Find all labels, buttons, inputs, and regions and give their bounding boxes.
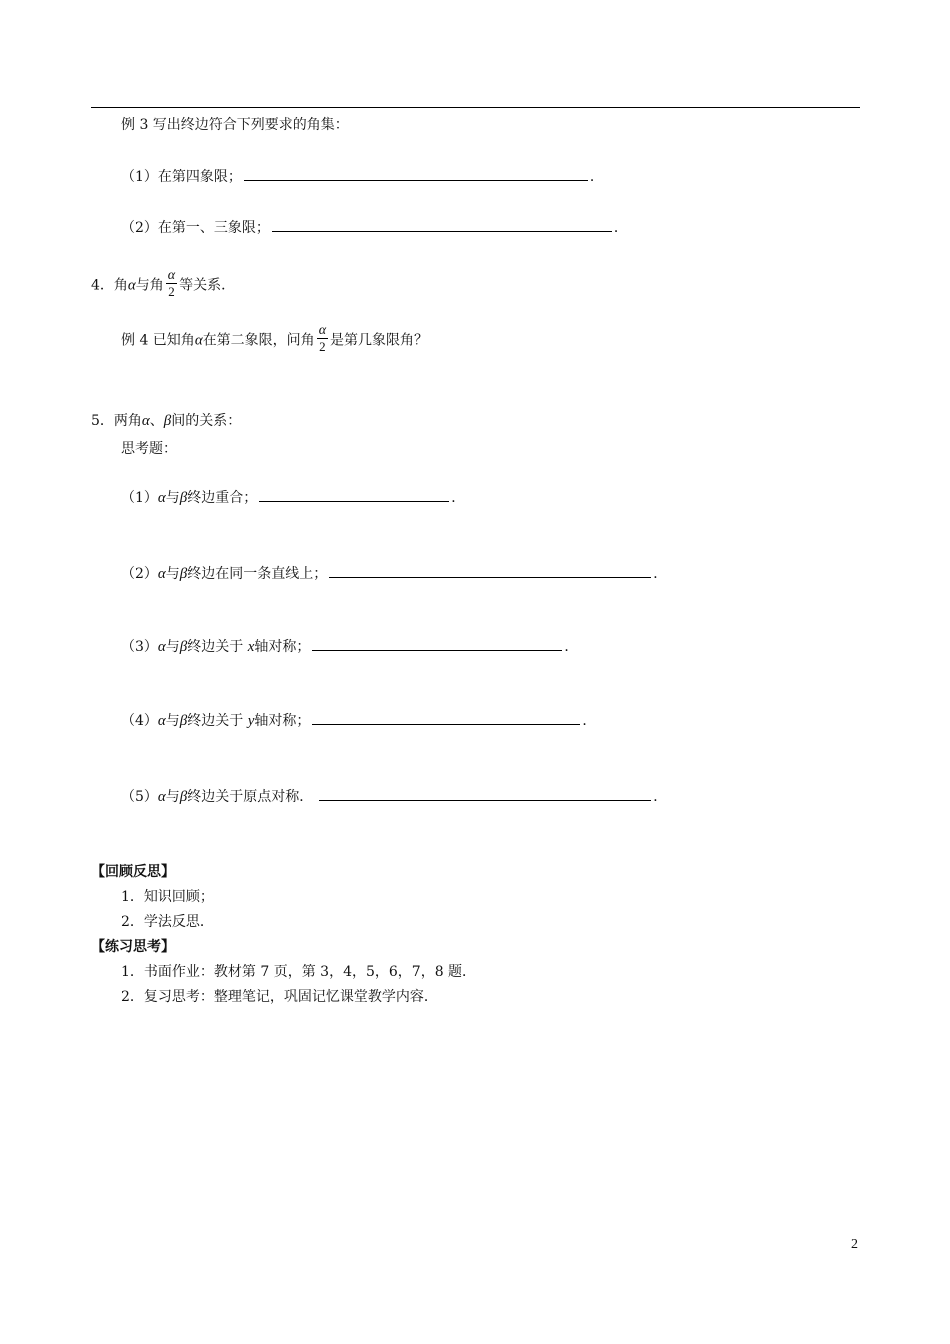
alpha-over-2-fraction — [317, 323, 328, 354]
conjunction: 与 — [165, 490, 180, 506]
fraction-denominator: 2 — [319, 339, 326, 354]
header-rule — [91, 107, 860, 108]
practice-heading: 【练习思考】 — [91, 939, 175, 955]
review-item-1: 1．知识回顾； — [121, 889, 214, 905]
separator: 、 — [149, 413, 164, 429]
example-3-question-1 — [121, 166, 604, 187]
relation-question-5 — [121, 786, 667, 807]
example-4-mid: 在第二象限，问角 — [202, 332, 315, 349]
beta-symbol: β — [163, 413, 172, 429]
example-4 — [121, 325, 428, 356]
section-5-prefix: 5．两角 — [91, 413, 142, 429]
section-4-prefix: 4．角 — [91, 277, 128, 294]
period: ． — [582, 713, 597, 729]
question-text: 终边关于原点对称． — [187, 789, 314, 805]
alpha-symbol: α — [157, 639, 166, 655]
review-item-2: 2．学法反思． — [121, 914, 214, 930]
alpha-symbol: α — [194, 332, 203, 349]
question-number: （5） — [121, 789, 158, 805]
question-label: （2）在第一、三象限； — [121, 220, 270, 236]
relation-question-2 — [121, 563, 667, 584]
practice-item-1: 1．书面作业：教材第 7 页，第 3，4，5，6，7，8 题． — [121, 964, 477, 980]
answer-blank[interactable] — [259, 487, 449, 502]
x-variable: x — [247, 639, 255, 655]
alpha-symbol: α — [127, 277, 136, 294]
question-number: （3） — [121, 639, 158, 655]
question-number: （1） — [121, 490, 158, 506]
section-4-heading — [91, 270, 235, 301]
question-text: 终边在同一条直线上； — [187, 566, 328, 582]
fraction-denominator: 2 — [168, 284, 175, 299]
conjunction: 与 — [165, 639, 180, 655]
example-3-title: 例 3 写出终边符合下列要求的角集： — [121, 117, 349, 133]
section-5-heading — [91, 411, 241, 431]
period: ． — [653, 789, 668, 805]
example-3-question-2 — [121, 217, 628, 238]
alpha-symbol: α — [157, 789, 166, 805]
alpha-symbol: α — [141, 413, 150, 429]
answer-blank[interactable] — [319, 786, 651, 801]
answer-blank[interactable] — [244, 166, 588, 181]
question-text-rest: 轴对称； — [254, 713, 311, 729]
relation-question-4 — [121, 710, 596, 731]
beta-symbol: β — [179, 490, 188, 506]
period: ． — [613, 220, 628, 236]
relation-question-3 — [121, 636, 578, 657]
example-4-suffix: 是第几象限角？ — [330, 332, 429, 349]
alpha-symbol: α — [157, 713, 166, 729]
period: ． — [564, 639, 579, 655]
question-number: （2） — [121, 566, 158, 582]
practice-item-2: 2．复习思考：整理笔记，巩固记忆课堂教学内容． — [121, 989, 438, 1005]
page-number: 2 — [851, 1237, 858, 1252]
y-variable: y — [247, 713, 255, 729]
conjunction: 与 — [165, 566, 180, 582]
question-text: 终边关于 — [187, 713, 248, 729]
conjunction: 与 — [165, 789, 180, 805]
question-text-rest: 轴对称； — [254, 639, 311, 655]
beta-symbol: β — [179, 566, 188, 582]
fraction-numerator: α — [167, 268, 176, 283]
fraction-numerator: α — [318, 323, 327, 338]
beta-symbol: β — [179, 789, 188, 805]
answer-blank[interactable] — [312, 710, 580, 725]
section-4-suffix: 等关系． — [179, 277, 236, 294]
period: ． — [589, 169, 604, 185]
period: ． — [653, 566, 668, 582]
alpha-symbol: α — [157, 490, 166, 506]
question-text: 终边关于 — [187, 639, 248, 655]
example-4-prefix: 例 4 已知角 — [121, 332, 195, 349]
beta-symbol: β — [179, 713, 188, 729]
section-4-mid: 与角 — [135, 277, 164, 294]
thinking-questions-label: 思考题： — [121, 441, 177, 457]
period: ． — [451, 490, 466, 506]
section-5-suffix: 间的关系： — [171, 413, 242, 429]
question-text: 终边重合； — [187, 490, 258, 506]
answer-blank[interactable] — [312, 636, 562, 651]
answer-blank[interactable] — [272, 217, 612, 232]
review-heading: 【回顾反思】 — [91, 864, 175, 880]
conjunction: 与 — [165, 713, 180, 729]
answer-blank[interactable] — [329, 563, 651, 578]
alpha-over-2-fraction — [166, 268, 177, 299]
question-label: （1）在第四象限； — [121, 169, 242, 185]
beta-symbol: β — [179, 639, 188, 655]
relation-question-1 — [121, 487, 465, 508]
question-number: （4） — [121, 713, 158, 729]
alpha-symbol: α — [157, 566, 166, 582]
